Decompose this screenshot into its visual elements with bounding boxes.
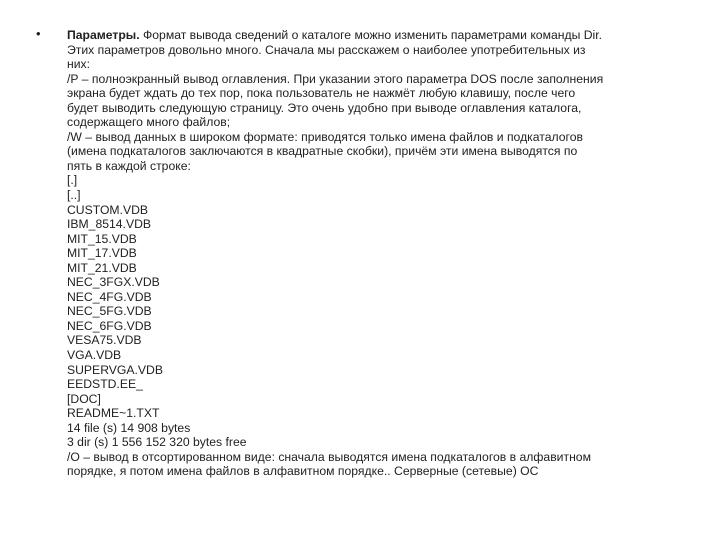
paragraph-first-line [67, 28, 677, 43]
paragraph-line: будет выводить следующую страницу. Это очень удобно при выводе оглавления каталога, [67, 100, 582, 115]
paragraph-line: пять в каждой строке: [67, 158, 191, 173]
bullet-icon: • [36, 26, 41, 41]
paragraph-line: (имена подкаталогов заключаются в квадратные скобки), причём эти имена выводятся по [67, 144, 578, 159]
listing-line: EEDSTD.EE_ [67, 377, 143, 392]
listing-line: README~1.TXT [67, 406, 160, 421]
paragraph-line: /O – вывод в отсортированном виде: сначала выводятся имена подкаталогов в алфавитном [67, 449, 591, 464]
listing-line: SUPERVGA.VDB [67, 362, 163, 377]
listing-line: NEC_3FGX.VDB [67, 275, 160, 290]
paragraph-line: экрана будет ждать до тех пор, пока пользователь не нажмёт любую клавишу, после чего [67, 86, 576, 101]
bullet-paragraph [67, 28, 677, 479]
paragraph-line: Этих параметров довольно много. Сначала мы расскажем о наиболее употребительных из [67, 42, 586, 57]
paragraph-heading: Параметры. [67, 28, 140, 42]
paragraph-line: содержащего много файлов; [67, 115, 231, 130]
listing-line: NEC_4FG.VDB [67, 289, 152, 304]
paragraph-line: них: [67, 57, 91, 72]
paragraph-line: порядке, я потом имена файлов в алфавитном порядке.. Серверные (сетевые) ОС [67, 464, 539, 479]
paragraph-line: /W – вывод данных в широком формате: приводятся только имена файлов и подкаталогов [67, 129, 583, 144]
listing-line: IBM_8514.VDB [67, 217, 152, 232]
listing-line: NEC_6FG.VDB [67, 318, 152, 333]
listing-line: [.] [67, 173, 78, 188]
listing-line: [..] [67, 188, 81, 203]
listing-summary-files: 14 file (s) 14 908 bytes [67, 420, 191, 435]
paragraph-line: /P – полноэкранный вывод оглавления. При указании этого параметра DOS после заполнения [67, 71, 604, 86]
paragraph-first-line-text: Формат вывода сведений о каталоге можно изменить параметрами команды Dir. [139, 28, 603, 42]
listing-line: NEC_5FG.VDB [67, 304, 152, 319]
listing-summary-dirs: 3 dir (s) 1 556 152 320 bytes free [67, 435, 247, 450]
listing-line: [DOC] [67, 391, 101, 406]
listing-line: VESA75.VDB [67, 333, 142, 348]
listing-line: VGA.VDB [67, 348, 122, 363]
listing-line: MIT_15.VDB [67, 231, 137, 246]
listing-line: MIT_21.VDB [67, 260, 137, 275]
listing-line: MIT_17.VDB [67, 246, 137, 261]
listing-line: CUSTOM.VDB [67, 202, 149, 217]
